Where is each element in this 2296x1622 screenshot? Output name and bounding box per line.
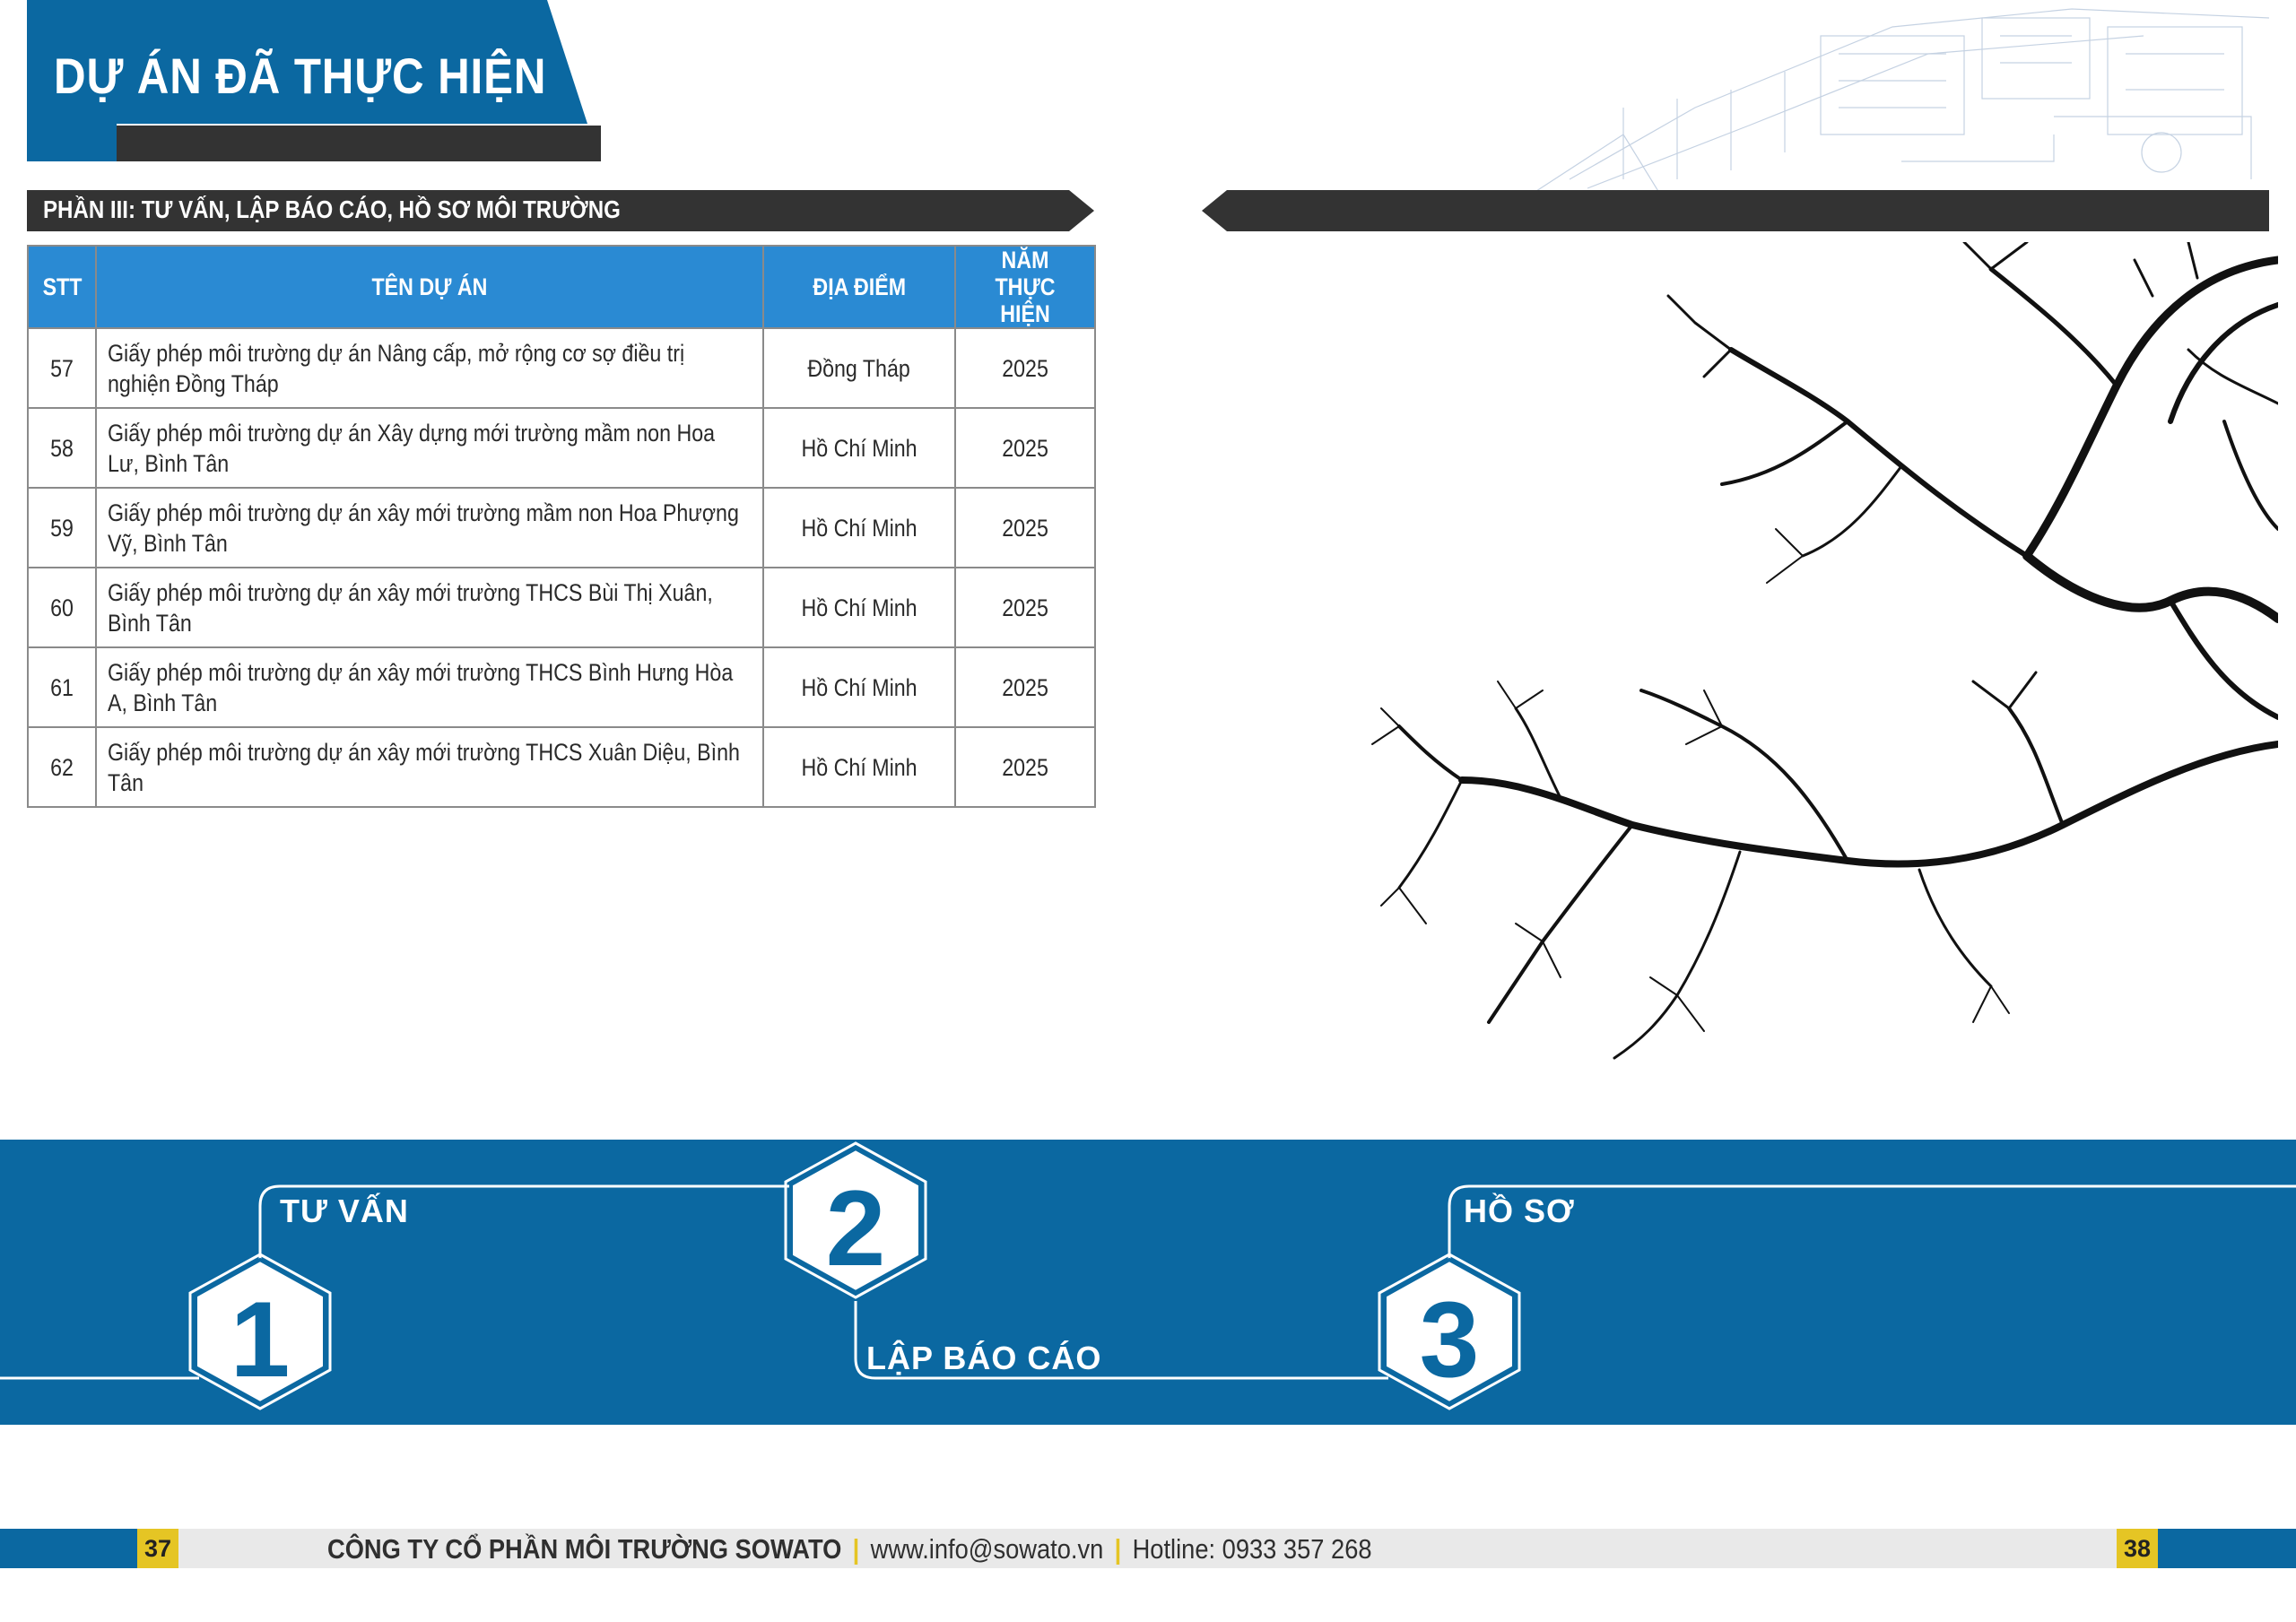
table-row bbox=[28, 408, 1095, 488]
cell-project-name: Giấy phép môi trường dự án Xây dựng mới trường mầm non Hoa Lư, Bình Tân bbox=[96, 408, 763, 488]
footer-separator: | bbox=[852, 1533, 860, 1565]
table-row bbox=[28, 647, 1095, 727]
process-connectors bbox=[0, 1140, 2296, 1425]
header-year: NĂM THỰC HIỆN bbox=[955, 246, 1095, 328]
section-title: PHẦN III: TƯ VẤN, LẬP BÁO CÁO, HỒ SƠ MÔI TRƯỜNG bbox=[43, 195, 621, 223]
footer-separator: | bbox=[1114, 1533, 1122, 1565]
cell-location: Hồ Chí Minh bbox=[763, 568, 955, 647]
cell-project-name: Giấy phép môi trường dự án Nâng cấp, mở rộng cơ sợ điều trị nghiện Đồng Tháp bbox=[96, 328, 763, 408]
cell-location: Hồ Chí Minh bbox=[763, 727, 955, 807]
cell-year: 2025 bbox=[955, 488, 1095, 568]
footer-accent-left bbox=[0, 1529, 139, 1568]
table-row bbox=[28, 568, 1095, 647]
page-number-left: 37 bbox=[137, 1529, 178, 1568]
cell-project-name: Giấy phép môi trường dự án xây mới trường mầm non Hoa Phượng Vỹ, Bình Tân bbox=[96, 488, 763, 568]
cell-project-name: Giấy phép môi trường dự án xây mới trường THCS Bình Hưng Hòa A, Bình Tân bbox=[96, 647, 763, 727]
company-name: CÔNG TY CỔ PHẦN MÔI TRƯỜNG SOWATO bbox=[327, 1533, 842, 1565]
cell-stt: 60 bbox=[28, 568, 96, 647]
tree-branch-image bbox=[1345, 242, 2278, 1076]
cell-project-name: Giấy phép môi trường dự án xây mới trường THCS Xuân Diệu, Bình Tân bbox=[96, 727, 763, 807]
table-row bbox=[28, 488, 1095, 568]
header-location: ĐỊA ĐIỂM bbox=[763, 246, 955, 328]
step-1-label: TƯ VẤN bbox=[280, 1193, 409, 1229]
cell-year: 2025 bbox=[955, 408, 1095, 488]
table-row bbox=[28, 328, 1095, 408]
page-title: DỰ ÁN ĐÃ THỰC HIỆN bbox=[54, 48, 547, 104]
cell-stt: 61 bbox=[28, 647, 96, 727]
cell-location: Hồ Chí Minh bbox=[763, 408, 955, 488]
step-2-number: 2 bbox=[825, 1168, 886, 1288]
cell-location: Hồ Chí Minh bbox=[763, 647, 955, 727]
footer-contact bbox=[327, 1531, 1372, 1567]
page-number-right: 38 bbox=[2117, 1529, 2158, 1568]
cell-year: 2025 bbox=[955, 568, 1095, 647]
cell-year: 2025 bbox=[955, 328, 1095, 408]
cell-location: Đồng Tháp bbox=[763, 328, 955, 408]
cell-year: 2025 bbox=[955, 647, 1095, 727]
step-1-number: 1 bbox=[230, 1279, 291, 1400]
cell-location: Hồ Chí Minh bbox=[763, 488, 955, 568]
cell-project-name: Giấy phép môi trường dự án xây mới trường THCS Bùi Thị Xuân, Bình Tân bbox=[96, 568, 763, 647]
footer-accent-right bbox=[2157, 1529, 2296, 1568]
hotline: Hotline: 0933 357 268 bbox=[1132, 1533, 1372, 1565]
table-row bbox=[28, 727, 1095, 807]
website: www.info@sowato.vn bbox=[870, 1533, 1104, 1565]
project-table bbox=[27, 245, 1096, 808]
cell-stt: 59 bbox=[28, 488, 96, 568]
cell-stt: 57 bbox=[28, 328, 96, 408]
step-2-label: LẬP BÁO CÁO bbox=[866, 1340, 1102, 1376]
step-3-number: 3 bbox=[1419, 1279, 1480, 1400]
blueprint-decoration bbox=[1516, 0, 2278, 193]
step-3-label: HỒ SƠ bbox=[1464, 1193, 1575, 1229]
table-header-row bbox=[28, 246, 1095, 328]
section-bar-right bbox=[1202, 190, 2269, 231]
cell-stt: 62 bbox=[28, 727, 96, 807]
cell-year: 2025 bbox=[955, 727, 1095, 807]
header-name: TÊN DỰ ÁN bbox=[96, 246, 763, 328]
header-stt: STT bbox=[28, 246, 96, 328]
cell-stt: 58 bbox=[28, 408, 96, 488]
